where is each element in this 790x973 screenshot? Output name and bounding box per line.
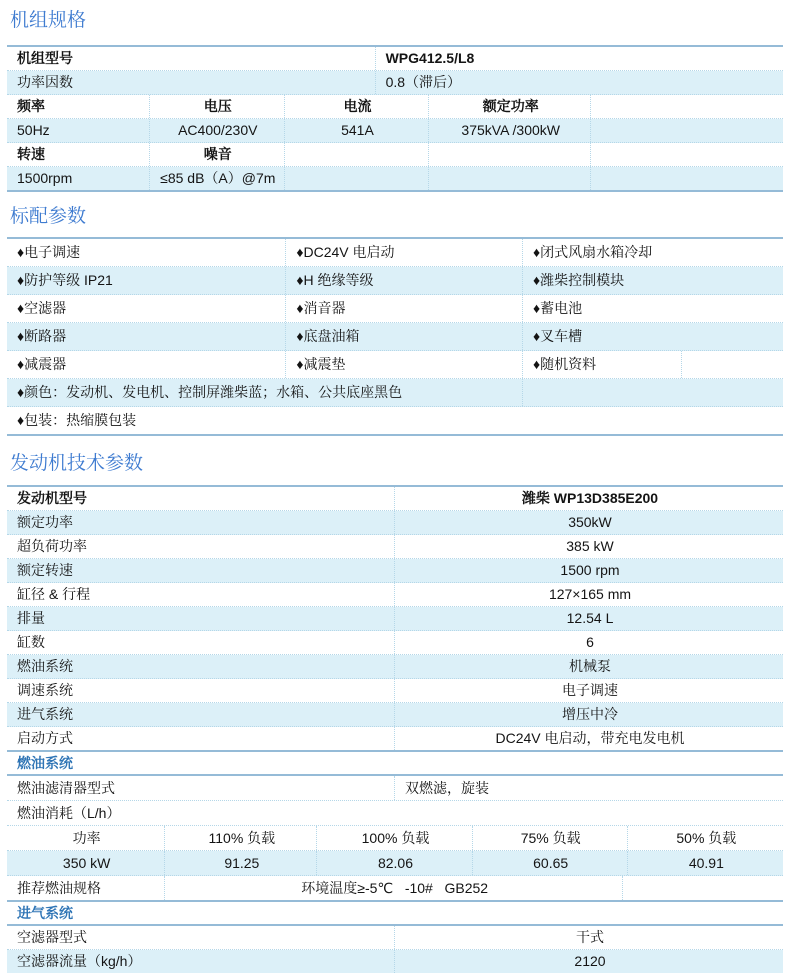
rated-power-header: 额定功率 — [429, 95, 591, 118]
config-item: ♦防护等级 IP21 — [7, 267, 286, 294]
section-title-standard-config: 标配参数 — [10, 205, 87, 227]
table-row — [7, 655, 783, 679]
table-row — [7, 851, 783, 876]
empty-cell — [285, 167, 429, 190]
air-filter-type-value: 干式 — [576, 929, 604, 945]
table-row — [7, 295, 783, 323]
packing-note: ♦包装：热缩膜包装 — [17, 412, 137, 428]
fuel-system-table — [7, 776, 783, 900]
config-item: ♦消音器 — [286, 295, 523, 322]
spec-value: 385 kW — [566, 538, 614, 554]
table-row — [7, 379, 783, 407]
table-row — [7, 703, 783, 727]
power-factor-value: 0.8（滞后） — [385, 74, 462, 90]
spec-value: 电子调速 — [562, 682, 618, 698]
unit-model-value: WPG412.5/L8 — [385, 50, 475, 66]
spec-label: 进气系统 — [7, 703, 395, 726]
load-value: 82.06 — [317, 851, 472, 875]
engine-model-value: 潍柴 WP13D385E200 — [521, 490, 659, 506]
table-row — [7, 267, 783, 295]
table-row — [7, 727, 783, 750]
fuel-filter-value: 双燃滤，旋装 — [405, 780, 489, 796]
intake-system-table — [7, 926, 783, 973]
config-item: ♦潍柴控制模块 — [533, 272, 625, 288]
fuel-spec-label: 推荐燃油规格 — [7, 876, 165, 900]
voltage-header: 电压 — [150, 95, 285, 118]
table-row — [7, 535, 783, 559]
config-item: ♦电子调速 — [7, 239, 286, 266]
spec-value: 6 — [586, 634, 594, 650]
table-row — [7, 607, 783, 631]
fuel-filter-label: 燃油滤清器型式 — [7, 776, 395, 800]
air-filter-type-label: 空滤器型式 — [7, 926, 395, 949]
empty-cell — [591, 95, 783, 118]
table-row — [7, 559, 783, 583]
load-header: 100% 负载 — [317, 826, 472, 850]
spec-label: 缸径 & 行程 — [7, 583, 395, 606]
unit-spec-table — [7, 45, 783, 192]
table-row — [7, 926, 783, 950]
config-item: ♦DC24V 电启动 — [286, 239, 523, 266]
section-title-unit-spec: 机组规格 — [10, 9, 87, 31]
table-row — [7, 776, 783, 801]
load-value: 91.25 — [165, 851, 317, 875]
table-row — [7, 47, 783, 71]
table-row — [7, 167, 783, 190]
table-row — [7, 679, 783, 703]
fuel-spec-value: 环境温度≥-5℃ -10# GB252 — [165, 876, 623, 900]
empty-cell — [623, 876, 783, 900]
table-row — [7, 71, 783, 95]
load-value: 40.91 — [688, 855, 724, 871]
spec-label: 启动方式 — [7, 727, 395, 750]
speed-header: 转速 — [7, 143, 150, 166]
table-row — [7, 511, 783, 535]
spec-value: 1500 rpm — [560, 562, 620, 578]
spec-label: 额定功率 — [7, 511, 395, 534]
noise-value: ≤85 dB（A）@7m — [150, 167, 285, 190]
unit-model-label: 机组型号 — [7, 47, 376, 70]
load-value: 60.65 — [473, 851, 628, 875]
empty-cell — [591, 143, 783, 166]
spec-value: 12.54 L — [566, 610, 614, 626]
spec-label: 额定转速 — [7, 559, 395, 582]
table-row — [7, 143, 783, 167]
config-item: ♦底盘油箱 — [286, 323, 523, 350]
engine-spec-table — [7, 485, 783, 750]
load-header: 50% 负载 — [676, 830, 737, 846]
spec-value: DC24V 电启动，带充电发电机 — [495, 730, 685, 746]
table-row — [7, 323, 783, 351]
rated-power-value: 375kVA /300kW — [429, 119, 591, 142]
table-row — [7, 351, 783, 379]
section-title-engine: 发动机技术参数 — [10, 452, 144, 474]
air-filter-flow-value: 2120 — [574, 953, 606, 969]
config-item: ♦叉车槽 — [533, 328, 583, 344]
spec-label: 排量 — [7, 607, 395, 630]
load-header: 功率 — [7, 826, 165, 850]
empty-cell — [591, 119, 783, 142]
config-item: ♦H 绝缘等级 — [286, 267, 523, 294]
load-value: 350 kW — [7, 851, 165, 875]
table-row — [7, 239, 783, 267]
empty-cell — [429, 167, 591, 190]
config-item: ♦减震垫 — [286, 351, 523, 378]
subsection-title-intake-system: 进气系统 — [7, 900, 783, 926]
spec-value: 机械泵 — [569, 658, 611, 674]
spec-label: 缸数 — [7, 631, 395, 654]
color-note: ♦颜色：发动机、发电机、控制屏潍柴蓝；水箱、公共底座黑色 — [7, 379, 523, 406]
standard-config-table — [7, 237, 783, 436]
spec-value: 增压中冷 — [562, 706, 618, 722]
load-header: 110% 负载 — [165, 826, 317, 850]
frequency-value: 50Hz — [7, 119, 150, 142]
empty-cell — [682, 351, 783, 378]
empty-cell — [429, 143, 591, 166]
table-row — [7, 95, 783, 119]
power-factor-label: 功率因数 — [7, 71, 376, 94]
fuel-consumption-label: 燃油消耗（L/h） — [17, 805, 121, 821]
table-row — [7, 407, 783, 434]
empty-cell — [523, 379, 783, 406]
subsection-title-fuel-system: 燃油系统 — [7, 750, 783, 776]
table-row — [7, 876, 783, 900]
table-row — [7, 950, 783, 973]
voltage-value: AC400/230V — [150, 119, 285, 142]
table-row — [7, 631, 783, 655]
spec-value: 350kW — [568, 514, 612, 530]
current-header: 电流 — [285, 95, 429, 118]
engine-model-label: 发动机型号 — [7, 487, 395, 510]
noise-header: 噪音 — [150, 143, 285, 166]
empty-cell — [591, 167, 783, 190]
load-header: 75% 负载 — [473, 826, 628, 850]
config-item: ♦闭式风扇水箱冷却 — [533, 244, 653, 260]
config-item: ♦随机资料 — [523, 351, 682, 378]
table-row — [7, 801, 783, 826]
table-row — [7, 487, 783, 511]
config-item: ♦断路器 — [7, 323, 286, 350]
spec-label: 调速系统 — [7, 679, 395, 702]
config-item: ♦蓄电池 — [533, 300, 583, 316]
speed-value: 1500rpm — [7, 167, 150, 190]
spec-label: 超负荷功率 — [7, 535, 395, 558]
frequency-header: 频率 — [7, 95, 150, 118]
current-value: 541A — [285, 119, 429, 142]
config-item: ♦空滤器 — [7, 295, 286, 322]
empty-cell — [285, 143, 429, 166]
table-row — [7, 826, 783, 851]
air-filter-flow-label: 空滤器流量（kg/h） — [7, 950, 395, 973]
table-row — [7, 119, 783, 143]
table-row — [7, 583, 783, 607]
config-item: ♦减震器 — [7, 351, 286, 378]
spec-value: 127×165 mm — [548, 586, 632, 602]
spec-label: 燃油系统 — [7, 655, 395, 678]
